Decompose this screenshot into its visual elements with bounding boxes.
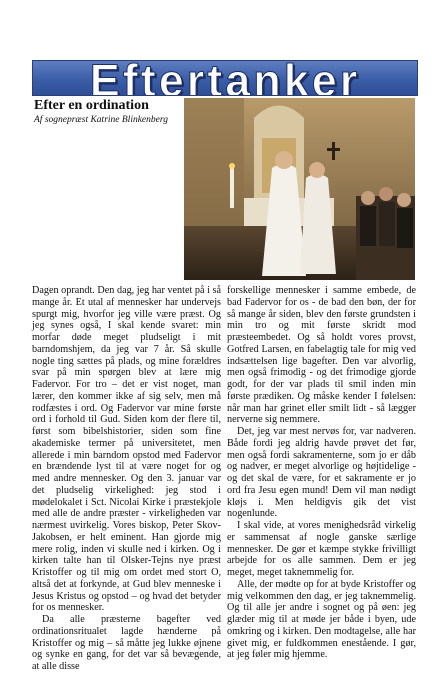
paragraph: I skal vide, at vores menighedsråd virkelig er sammensat af nogle ganske særlige mennesker. De gør et kæmpe stykke frivilligt arbejde for os alle sammen. Dem er jeg meget, meget taknemmelig for. bbox=[227, 520, 416, 578]
article-column-right bbox=[227, 285, 416, 661]
paragraph: Det, jeg var mest nervøs for, var nadveren. Både fordi jeg aldrig havde prøvet det før, men også fordi sakramenterne, som jo er dåb og nadver, er meget alvorlige og højtidelige - og det skal de være, for et sakramente er jo ord fra Jesu egen mund! Dem vil man nødigt kløjs i. Men heldigvis gik det vist nogenlunde. bbox=[227, 426, 416, 520]
paragraph: Alle, der mødte op for at byde Kristoffer og mig velkommen den dag, er jeg taknemmelig. Og til alle jer andre i sognet og på øen: jeg glæder mig til at møde jer både i byen, ude omkring og i kirken. Den modtagelse, alle har givet mig, er fuldkommen enestående. I gør, at jeg føler mig hjemme. bbox=[227, 578, 416, 661]
article-title: Efter en ordination bbox=[34, 98, 149, 113]
banner-title: Eftertanker bbox=[89, 60, 361, 96]
article-column-left bbox=[32, 285, 221, 673]
paragraph: Dagen oprandt. Den dag, jeg har ventet på i så mange år. Et utal af mennesker har undervejs spurgt mig, hvorfor jeg ville være præst. Og jeg synes også, I skal kende svaret: min morfar døde meget pludseligt i mit barndomshjem, da jeg var 7 år. Så skulle nogle ting sættes på plads, og mine forældres svar på min spørgen blev at lære mig Fadervor. For tro – det er vist noget, man lærer, den kommer ikke af sig selv, men må rodfæstes i ord. Og Fadervor var mine første ord i forhold til Gud. Siden kom der flere til, først som bibelshistorier, siden som fine akademiske termer på universitetet, men allerede i min barndom opstod med Fadervor en brændende lyst til at være noget for og med andre mennesker. Og den 3. januar var det pludselig virkelighed: jeg stod i mødelokalet i Sct. Nicolai Kirke i præstekjole med alle de andre præster - virkeligheden var nærmest uvirkelig. Vores biskop, Peter Skov-Jakobsen, er helt eminent. Han gjorde mig mere rolig, inden vi skulle ned i kirken. Og i kirken talte han til Olsker-Tejns nye præst Kristoffer og til mig om ordet med stort O, altså det at forkynde, at Gud blev menneske i Jesus Kristus og opstod – og hvad det betyder for os mennesker. bbox=[32, 285, 221, 614]
article-byline: Af sognepræst Katrine Blinkenberg bbox=[34, 115, 168, 125]
paragraph: forskellige mennesker i samme embede, de bad Fadervor for os - de bad den bøn, der for så mange år siden, blev den første grundsten i min tro og mit første skridt mod præsteembedet. Og så holdt vores provst, Gotfred Larsen, en fabelagtig tale for mig ved indsættelsen lige bagefter. Den var alvorlig, men også frimodig - og det frimodige gjorde godt, for der var plads til smil inden min første prædiken. Og måske kender I følelsen: når man har grinet eller smilt lidt - så lægger nerverne sig nemmere. bbox=[227, 285, 416, 426]
church-ordination-photo bbox=[184, 98, 415, 280]
eftertanker-banner bbox=[32, 60, 418, 96]
photo-illustration bbox=[184, 98, 415, 280]
paragraph: Da alle præsterne bagefter ved ordinationsritualet lagde hænderne på Kristoffer og mig – så måtte jeg lukke øjnene og synke en gang, for det var så bevægende, at alle disse bbox=[32, 614, 221, 672]
